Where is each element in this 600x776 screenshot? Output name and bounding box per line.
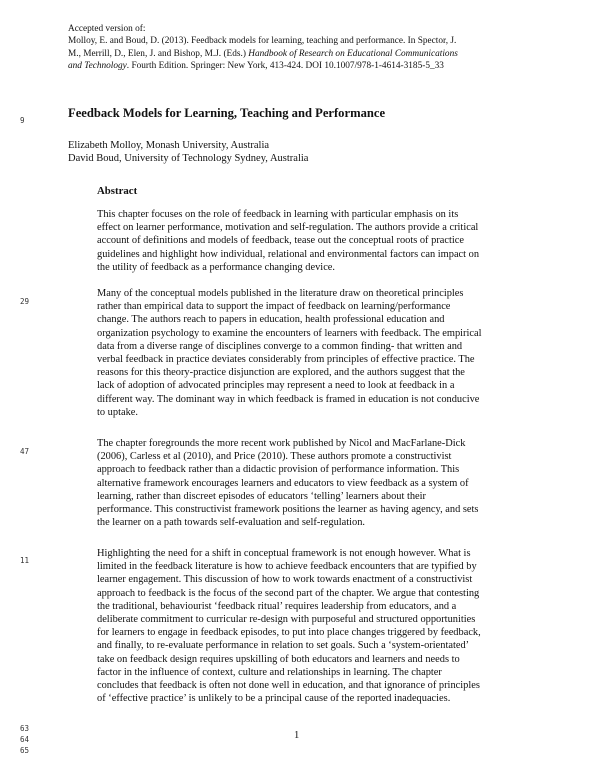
text-line: of ‘effective practice’ is unlikely to be a principal cause of the reported inadequacies.: [97, 693, 451, 705]
line-number: 9: [20, 116, 25, 125]
author: David Boud, University of Technology Sydney, Australia: [68, 153, 309, 164]
text-line: verbal feedback in practice deviates considerably from principles of effective practice. The: [97, 354, 475, 366]
line-number: 64: [20, 735, 30, 744]
text-line: lack of adoption of advocated principles may represent a need to look at feedback in a: [97, 380, 455, 392]
text-line: the traditional, behaviourist ‘feedback ritual’ requires leadership from educators, and a: [97, 600, 457, 612]
text-line: learner engagement. This discussion of how to work towards enactment of a constructivist: [97, 574, 473, 586]
citation-line: Accepted version of:: [68, 24, 146, 34]
line-number: 63: [20, 724, 30, 733]
citation-book-title: Handbook of Research on Educational Communications: [248, 48, 458, 59]
text-line: alternative framework encourages learners and educators to view feedback as a system of: [97, 477, 469, 489]
author: Elizabeth Molloy, Monash University, Australia: [68, 140, 270, 151]
text-line: account of definitions and models of feedback, tease out the conceptual roots of practice: [97, 235, 464, 247]
text-line: organization psychology to examine the encounters of learners with feedback. The empirical: [97, 327, 482, 339]
text-line: concludes that feedback is often not done well in education, and that ignorance of principles: [97, 680, 480, 692]
text-line: limited in the feedback literature is how to achieve feedback encounters that are typified by: [97, 561, 477, 573]
text-line: Many of the conceptual models published in the literature draw on theoretical principles: [97, 288, 464, 299]
abstract-paragraph-4: [97, 547, 527, 705]
author-list: [68, 139, 538, 165]
text-line: deliberate commitment to curricular re-design with purposeful and structured opportunities: [97, 614, 476, 626]
text-line: effect on learner performance, motivation and self-regulation. The authors provide a critical: [97, 222, 479, 234]
text-line: data from a diverse range of disciplines converge to a common finding- that written and: [97, 340, 463, 352]
text-line: approach to feedback rather than a didactic provision of performance information. This: [97, 464, 460, 476]
line-number: 65: [20, 746, 30, 755]
citation-line: Molloy, E. and Boud, D. (2013). Feedback models for learning, teaching and performance. In Spector, J.: [68, 36, 457, 47]
line-number: 29: [20, 297, 30, 306]
abstract-paragraph-2: [97, 287, 527, 419]
text-line: approach to feedback is the focus of the second part of the chapter. We argue that contesting: [97, 587, 480, 599]
text-line: The chapter foregrounds the more recent work published by Nicol and MacFarlane-Dick: [97, 438, 466, 449]
abstract-paragraph-1: [97, 208, 527, 274]
citation-book-title: and Technology: [68, 61, 127, 72]
text-line: change. The authors reach to papers in education, health professional education and: [97, 314, 445, 326]
citation-text: M., Merrill, D., Elen, J. and Bishop, M.J. (Eds.): [68, 48, 249, 59]
citation-line: [68, 48, 538, 60]
text-line: factor in the influence of context, culture and relationships in learning. The chapter: [97, 666, 442, 678]
citation-text: . Fourth Edition. Springer: New York, 413-424. DOI 10.1007/978-1-4614-3185-5_33: [126, 61, 444, 72]
text-line: performance. This constructivist framework positions the learner as having agency, and sets: [97, 504, 479, 516]
text-line: to uptake.: [97, 406, 138, 418]
text-line: Highlighting the need for a shift in conceptual framework is not enough however. What is: [97, 548, 471, 559]
page-number: 1: [294, 730, 300, 741]
text-line: reasons for this theory-practice disjunction are explored, and the authors suggest that the: [97, 367, 465, 379]
text-line: the utility of feedback as a performance changing device.: [97, 261, 336, 273]
paper-title: Feedback Models for Learning, Teaching and Performance: [68, 106, 386, 120]
text-line: This chapter focuses on the role of feedback in learning with particular emphasis on its: [97, 209, 459, 220]
text-line: and finally, to re-evaluate performance in relation to set goals. Such a ‘system-orientated’: [97, 640, 470, 652]
text-line: take on feedback design requires upskilling of both educators and learners and needs to: [97, 653, 460, 665]
text-line: guidelines and highlight how individual, relational and environmental factors can impact on: [97, 248, 480, 260]
citation-line: [68, 60, 538, 72]
text-line: rather than empirical data to support the impact of feedback on learning/performance: [97, 301, 451, 313]
abstract-heading: Abstract: [97, 185, 138, 197]
abstract-paragraph-3: [97, 437, 527, 529]
text-line: learning, rather than discreet episodes of educators ‘telling’ learners about their: [97, 490, 426, 502]
text-line: (2006), Carless et al (2010), and Price (2010). These authors promote a constructivist: [97, 451, 452, 463]
text-line: different way. The dominant way in which feedback is framed in education is not conducive: [97, 393, 480, 405]
citation-header: [68, 23, 538, 73]
line-number: 47: [20, 447, 30, 456]
text-line: the learner on a path towards self-evaluation and self-regulation.: [97, 517, 366, 529]
line-number: 11: [20, 556, 30, 565]
text-line: for learners to engage in feedback episodes, to put into place changes triggered by feedback,: [97, 627, 481, 639]
